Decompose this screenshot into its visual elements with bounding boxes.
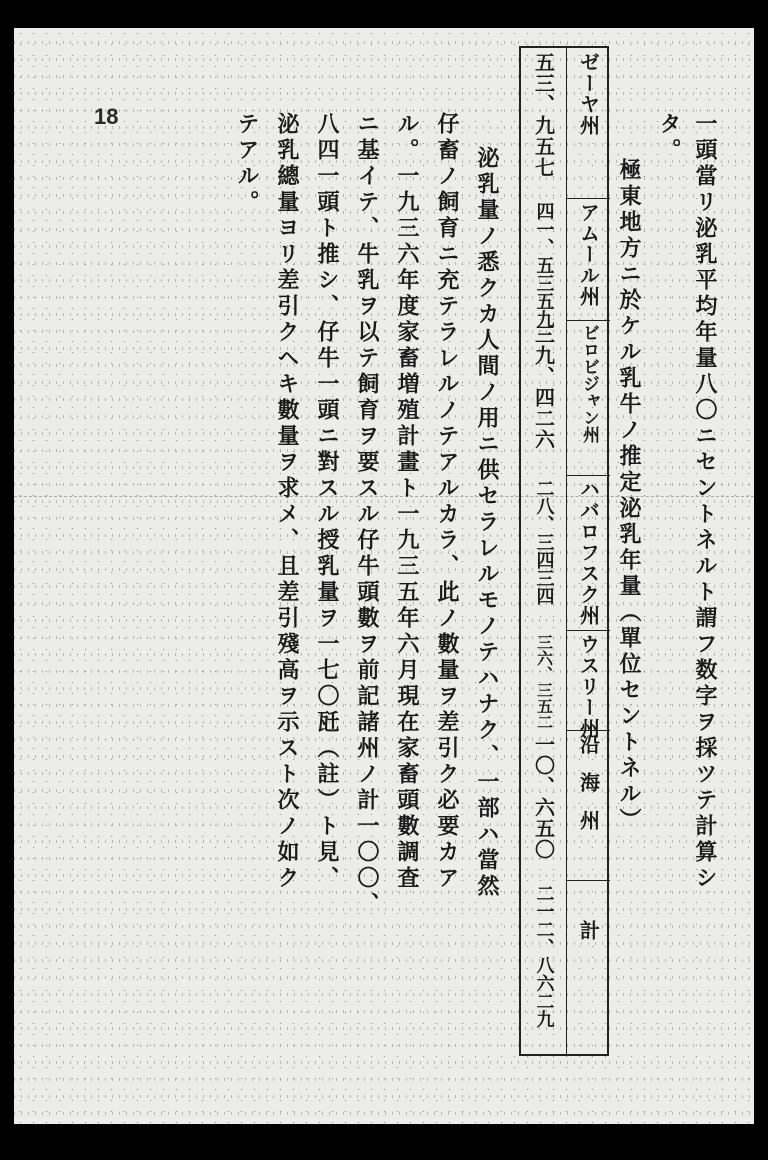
- header-birobidzhan: ビロビジャン州: [579, 324, 599, 443]
- header-column: [566, 48, 610, 1054]
- paragraph-line-4: ニ基イテ、牛乳ヲ以テ飼育ヲ要スル仔牛頭數ヲ前記諸州ノ計一〇〇、: [354, 112, 380, 918]
- milk-yield-table: [519, 46, 609, 1056]
- value-column: [521, 48, 566, 1054]
- page-number: 18: [94, 104, 119, 129]
- paragraph-line-2: 仔畜ノ飼育ニ充テラレルノテアルカラ、此ノ數量ヲ差引ク必要カア: [434, 112, 460, 892]
- fold-line: [14, 496, 754, 497]
- value-zeya: 五三、九五七: [531, 52, 556, 178]
- value-khabarovsk: 二八、三四三四: [533, 479, 555, 605]
- paragraph-line-5: 八四一頭ト推シ、仔牛一頭ニ對スル授乳量ヲ一七〇瓩（註）ト見、: [314, 112, 340, 892]
- value-primorye: 一〇、六五〇: [531, 734, 556, 860]
- value-total: 二一二、八六二九: [533, 884, 555, 1028]
- header-zeya: ゼーヤ州: [576, 52, 601, 136]
- value-amur: 四一、五三五九: [533, 202, 555, 328]
- paragraph-line-1: 泌乳量ノ悉クカ人間ノ用ニ供セラレルモノテハナク、一部ハ當然: [474, 146, 500, 900]
- intro-line-1: 一頭當リ泌乳平均年量八〇ニセントネルト謂フ数字ヲ採ツテ計算シ: [692, 112, 718, 892]
- header-ussuri: ウスリー州: [576, 634, 601, 739]
- intro-line-2: タ。: [656, 112, 682, 164]
- header-total: 計: [576, 920, 601, 941]
- table-title: 極東地方ニ於ケル乳牛ノ推定泌乳年量（單位セントネル）: [616, 158, 642, 834]
- header-khabarovsk: ハバロフスク州: [576, 479, 601, 626]
- paragraph-line-3: ル。一九三六年度家畜増殖計畫ト一九三五年六月現在家畜頭數調査: [394, 112, 420, 892]
- document-page: [14, 28, 754, 1124]
- value-birobidzhan: 三九、四二六: [531, 324, 556, 450]
- value-ussuri: 三六、三五二: [534, 634, 554, 730]
- paragraph-line-7: テアル。: [234, 112, 260, 216]
- header-primorye: 沿海州: [576, 734, 601, 848]
- header-amur: アムール州: [576, 202, 601, 307]
- paragraph-line-6: 泌乳總量ヨリ差引クヘキ數量ヲ求メ、且差引殘高ヲ示スト次ノ如ク: [274, 112, 300, 892]
